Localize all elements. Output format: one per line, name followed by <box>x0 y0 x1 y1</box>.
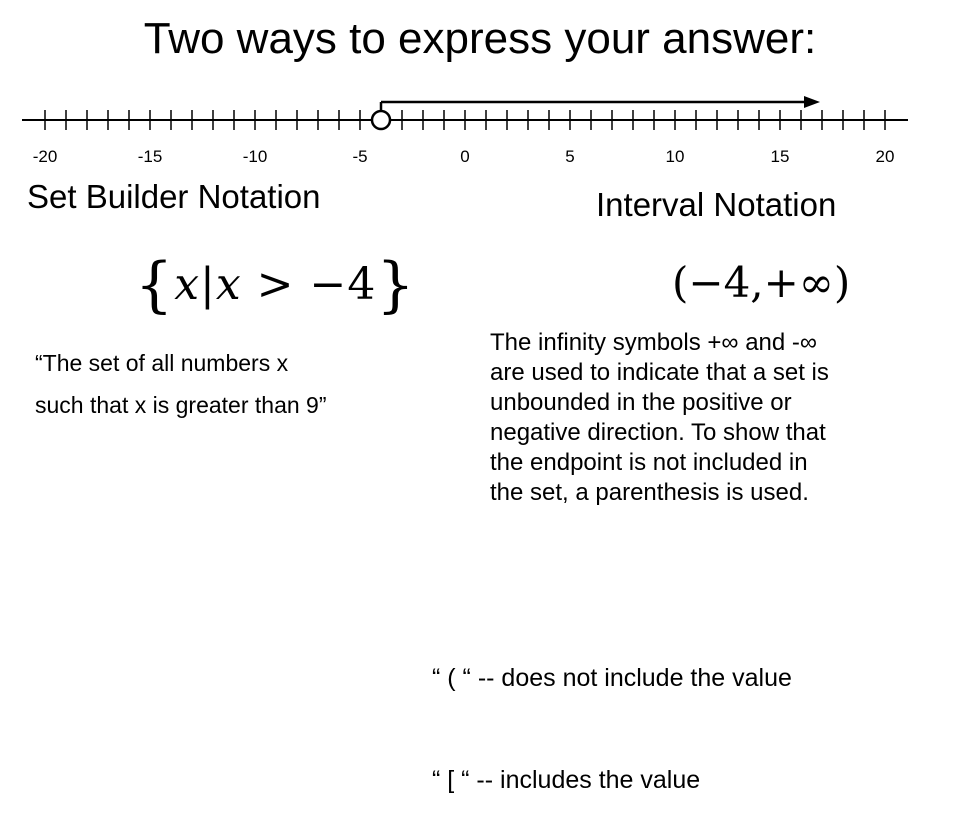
number-line-label: -15 <box>137 147 163 166</box>
explanation-line: the endpoint is not included in <box>490 449 808 476</box>
expr-condition: > −4 <box>241 259 377 310</box>
set-builder-heading: Set Builder Notation <box>27 178 321 215</box>
right-brace: } <box>376 250 416 320</box>
explanation-line: negative direction. To show that <box>490 419 826 446</box>
number-line-solution <box>372 96 820 129</box>
number-line-label: -10 <box>242 147 268 166</box>
expr-variable: x <box>174 259 201 310</box>
explanation-line: The infinity symbols +∞ and -∞ <box>490 329 818 356</box>
such-that-bar: | <box>200 259 216 310</box>
interval-expression: (−4,+∞) <box>672 258 851 307</box>
bracket-legend <box>432 593 792 831</box>
number-line-label: 15 <box>770 147 790 166</box>
set-builder-description <box>35 342 327 426</box>
number-line-label: -20 <box>32 147 58 166</box>
number-line-label: 10 <box>665 147 685 166</box>
left-brace: { <box>135 250 175 320</box>
number-line-ticks <box>22 110 908 130</box>
number-line-label: -5 <box>352 147 368 166</box>
expr-variable: x <box>215 259 242 310</box>
explanation-line: the set, a parenthesis is used. <box>490 479 809 506</box>
description-line: “The set of all numbers x <box>35 350 289 376</box>
legend-line-parenthesis: “ ( “ -- does not include the value <box>432 664 792 692</box>
infinity-explanation <box>490 328 950 508</box>
explanation-line: unbounded in the positive or <box>490 389 792 416</box>
arrow-head-icon <box>804 96 820 108</box>
explanation-line: are used to indicate that a set is <box>490 359 829 386</box>
number-line-labels <box>33 147 895 166</box>
set-builder-expression <box>135 250 416 320</box>
number-line-label: 5 <box>565 147 575 166</box>
page-title: Two ways to express your answer: <box>143 14 817 63</box>
legend-line-bracket: “ [ “ -- includes the value <box>432 766 701 794</box>
number-line-label: 20 <box>875 147 895 166</box>
interval-heading: Interval Notation <box>596 186 837 223</box>
number-line <box>0 95 960 170</box>
open-circle-icon <box>372 111 390 129</box>
number-line-label: 0 <box>460 147 470 166</box>
description-line: such that x is greater than 9” <box>35 392 327 418</box>
